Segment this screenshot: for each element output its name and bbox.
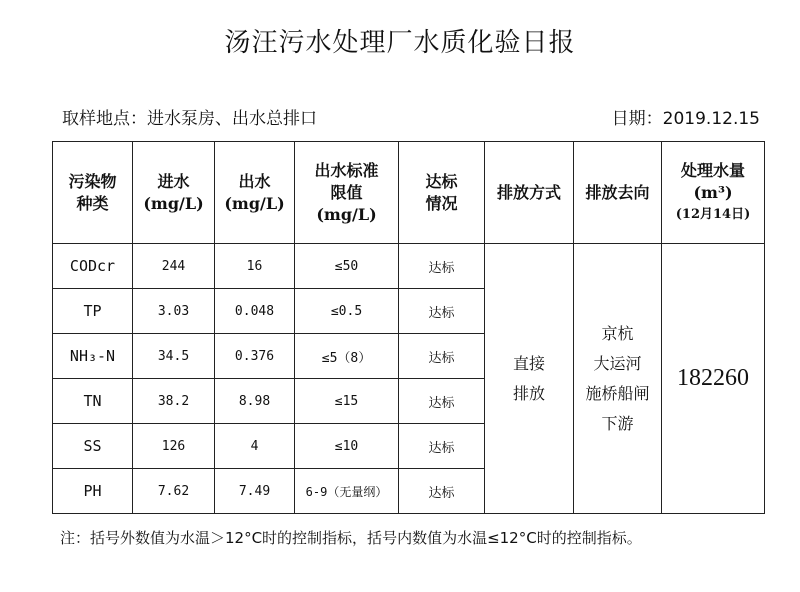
- treated-volume: 182260: [662, 244, 765, 514]
- limit-value: ≤10: [295, 424, 399, 469]
- header-limit: [295, 142, 399, 244]
- influent-value: 38.2: [133, 379, 215, 424]
- header-effluent: [215, 142, 295, 244]
- effluent-value: 0.376: [215, 334, 295, 379]
- header-effluent-line2: (mg/L): [224, 193, 285, 213]
- influent-value: 34.5: [133, 334, 215, 379]
- header-volume-line2: (m³): [693, 182, 733, 202]
- footnote: 注：括号外数值为水温＞12°C时的控制指标，括号内数值为水温≤12°C时的控制指标。: [60, 529, 642, 547]
- status-value: 达标: [399, 244, 485, 289]
- effluent-value: 16: [215, 244, 295, 289]
- limit-value: ≤15: [295, 379, 399, 424]
- discharge-destination-cell: [574, 244, 662, 514]
- status-value: 达标: [399, 469, 485, 514]
- header-status-line2: 情况: [425, 193, 458, 213]
- status-value: 达标: [399, 334, 485, 379]
- status-value: 达标: [399, 379, 485, 424]
- discharge-destination-line2: 大运河: [593, 353, 642, 373]
- limit-value: ≤0.5: [295, 289, 399, 334]
- effluent-value: 7.49: [215, 469, 295, 514]
- header-influent-line1: 进水: [157, 171, 190, 191]
- pollutant-name: TP: [53, 289, 133, 334]
- influent-value: 244: [133, 244, 215, 289]
- discharge-method-cell: [485, 244, 574, 514]
- water-quality-table: [52, 141, 765, 514]
- header-discharge-destination: 排放去向: [574, 142, 662, 244]
- pollutant-name: SS: [53, 424, 133, 469]
- header-influent: [133, 142, 215, 244]
- header-row: [53, 142, 765, 244]
- header-discharge-method: 排放方式: [485, 142, 574, 244]
- discharge-method-line1: 直接: [512, 353, 545, 373]
- influent-value: 3.03: [133, 289, 215, 334]
- limit-value: 6-9（无量纲）: [295, 469, 399, 514]
- discharge-method-line2: 排放: [512, 383, 545, 403]
- status-value: 达标: [399, 289, 485, 334]
- pollutant-name: PH: [53, 469, 133, 514]
- influent-value: 126: [133, 424, 215, 469]
- header-limit-line1: 出水标准: [314, 160, 379, 180]
- discharge-destination-line3: 施桥船闸: [585, 383, 650, 403]
- header-limit-line3: (mg/L): [316, 204, 377, 224]
- table-row: [53, 244, 765, 289]
- header-pollutant: [53, 142, 133, 244]
- report-date: 日期：2019.12.15: [611, 109, 760, 129]
- limit-value: ≤5（8）: [295, 334, 399, 379]
- effluent-value: 4: [215, 424, 295, 469]
- header-effluent-line1: 出水: [238, 171, 271, 191]
- discharge-destination-line4: 下游: [601, 413, 634, 433]
- sampling-location: 取样地点：进水泵房、出水总排口: [62, 109, 317, 129]
- effluent-value: 0.048: [215, 289, 295, 334]
- pollutant-name: NH₃-N: [53, 334, 133, 379]
- header-pollutant-line1: 污染物: [68, 171, 117, 191]
- header-influent-line2: (mg/L): [143, 193, 204, 213]
- report-title: 汤汪污水处理厂水质化验日报: [224, 28, 576, 58]
- effluent-value: 8.98: [215, 379, 295, 424]
- pollutant-name: TN: [53, 379, 133, 424]
- header-limit-line2: 限值: [330, 182, 363, 202]
- status-value: 达标: [399, 424, 485, 469]
- header-volume: [662, 142, 765, 244]
- header-pollutant-line2: 种类: [76, 193, 109, 213]
- limit-value: ≤50: [295, 244, 399, 289]
- influent-value: 7.62: [133, 469, 215, 514]
- header-volume-line3: (12月14日): [675, 206, 751, 222]
- header-volume-line1: 处理水量: [680, 160, 745, 180]
- header-status: [399, 142, 485, 244]
- discharge-destination-line1: 京杭: [601, 323, 634, 343]
- pollutant-name: CODcr: [53, 244, 133, 289]
- header-status-line1: 达标: [425, 171, 458, 191]
